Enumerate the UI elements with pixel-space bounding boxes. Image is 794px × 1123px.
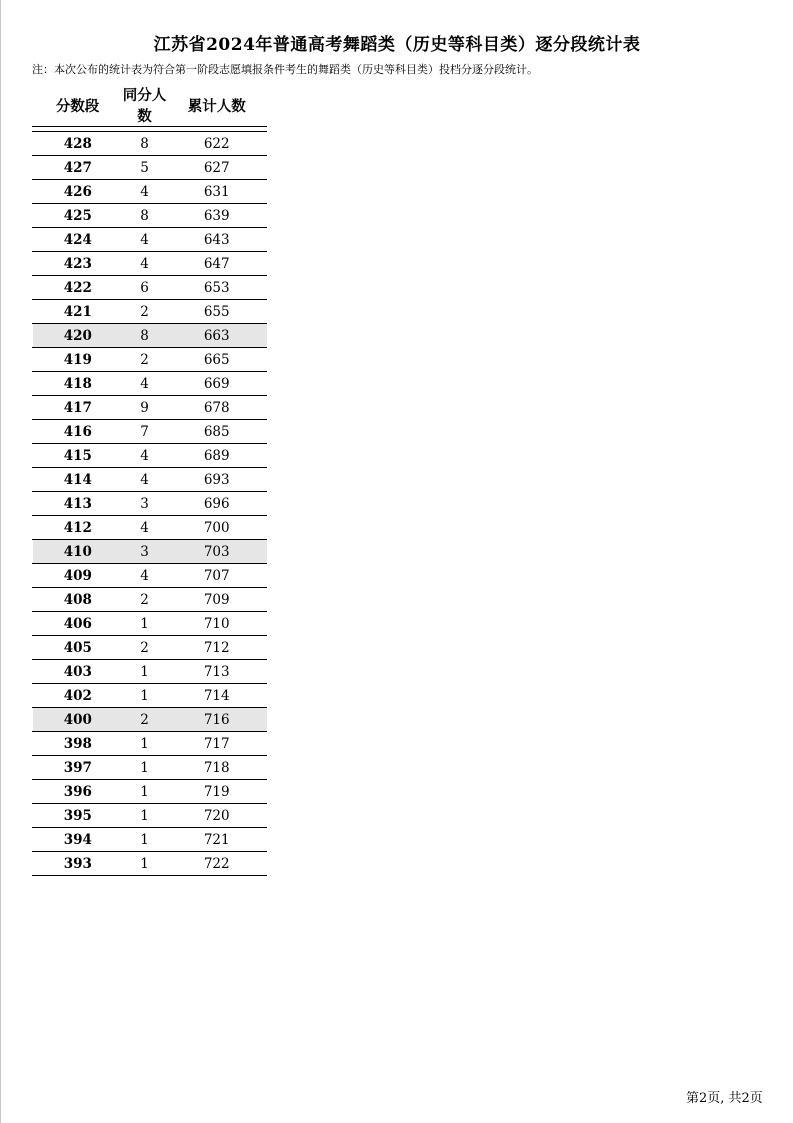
table-row bbox=[33, 756, 268, 780]
cumulative-count-cell: 721 bbox=[166, 828, 267, 852]
table-row bbox=[33, 468, 268, 492]
table-row bbox=[33, 540, 268, 564]
same-score-count-cell: 4 bbox=[123, 564, 167, 588]
same-score-count-cell: 8 bbox=[123, 132, 167, 156]
cumulative-count-cell: 709 bbox=[166, 588, 267, 612]
table-row bbox=[33, 180, 268, 204]
table-body bbox=[33, 127, 268, 876]
same-score-count-cell: 1 bbox=[123, 780, 167, 804]
score-cell: 402 bbox=[33, 684, 123, 708]
table-row bbox=[33, 828, 268, 852]
score-cell: 425 bbox=[33, 204, 123, 228]
score-cell: 398 bbox=[33, 732, 123, 756]
cumulative-count-cell: 627 bbox=[166, 156, 267, 180]
cumulative-count-cell: 693 bbox=[166, 468, 267, 492]
table-row bbox=[33, 444, 268, 468]
page-title: 江苏省2024年普通高考舞蹈类（历史等科目类）逐分段统计表 bbox=[153, 35, 641, 55]
score-cell: 420 bbox=[33, 324, 123, 348]
same-score-count-cell: 9 bbox=[123, 396, 167, 420]
score-cell: 403 bbox=[33, 660, 123, 684]
table-row bbox=[33, 156, 268, 180]
cumulative-count-cell: 669 bbox=[166, 372, 267, 396]
score-cell: 393 bbox=[33, 852, 123, 876]
cumulative-count-cell: 631 bbox=[166, 180, 267, 204]
same-score-count-cell: 1 bbox=[123, 828, 167, 852]
cumulative-count-cell: 703 bbox=[166, 540, 267, 564]
table-row bbox=[33, 420, 268, 444]
score-cell: 427 bbox=[33, 156, 123, 180]
same-score-count-cell: 4 bbox=[123, 228, 167, 252]
same-score-count-cell: 1 bbox=[123, 756, 167, 780]
cumulative-count-cell: 653 bbox=[166, 276, 267, 300]
score-cell: 413 bbox=[33, 492, 123, 516]
table-row bbox=[33, 516, 268, 540]
table-note: 注：本次公布的统计表为符合第一阶段志愿填报条件考生的舞蹈类（历史等科目类）投档分逐分段统计。 bbox=[32, 63, 538, 76]
same-score-count-cell: 5 bbox=[123, 156, 167, 180]
table-header-row bbox=[33, 84, 268, 127]
cumulative-count-cell: 718 bbox=[166, 756, 267, 780]
cumulative-count-cell: 722 bbox=[166, 852, 267, 876]
cumulative-count-cell: 665 bbox=[166, 348, 267, 372]
same-score-count-cell: 2 bbox=[123, 636, 167, 660]
same-score-count-cell: 4 bbox=[123, 252, 167, 276]
same-score-count-cell: 4 bbox=[123, 468, 167, 492]
page-number: 第2页, 共2页 bbox=[686, 1091, 763, 1106]
header-same-score-count: 同分人数 bbox=[123, 84, 167, 127]
table-row bbox=[33, 780, 268, 804]
table-row bbox=[33, 228, 268, 252]
cumulative-count-cell: 678 bbox=[166, 396, 267, 420]
same-score-count-cell: 8 bbox=[123, 324, 167, 348]
cumulative-count-cell: 685 bbox=[166, 420, 267, 444]
cumulative-count-cell: 647 bbox=[166, 252, 267, 276]
table-row bbox=[33, 252, 268, 276]
cumulative-count-cell: 622 bbox=[166, 132, 267, 156]
cumulative-count-cell: 696 bbox=[166, 492, 267, 516]
same-score-count-cell: 1 bbox=[123, 612, 167, 636]
cumulative-count-cell: 700 bbox=[166, 516, 267, 540]
score-cell: 396 bbox=[33, 780, 123, 804]
table-row bbox=[33, 684, 268, 708]
same-score-count-cell: 1 bbox=[123, 660, 167, 684]
table-row bbox=[33, 300, 268, 324]
same-score-count-cell: 3 bbox=[123, 492, 167, 516]
table-row bbox=[33, 804, 268, 828]
score-cell: 405 bbox=[33, 636, 123, 660]
cumulative-count-cell: 639 bbox=[166, 204, 267, 228]
score-cell: 419 bbox=[33, 348, 123, 372]
table-row bbox=[33, 708, 268, 732]
cumulative-count-cell: 719 bbox=[166, 780, 267, 804]
score-cell: 421 bbox=[33, 300, 123, 324]
same-score-count-cell: 2 bbox=[123, 300, 167, 324]
score-cell: 397 bbox=[33, 756, 123, 780]
table-row bbox=[33, 276, 268, 300]
table-row bbox=[33, 852, 268, 876]
cumulative-count-cell: 663 bbox=[166, 324, 267, 348]
score-cell: 423 bbox=[33, 252, 123, 276]
table-row bbox=[33, 396, 268, 420]
cumulative-count-cell: 707 bbox=[166, 564, 267, 588]
score-cell: 417 bbox=[33, 396, 123, 420]
same-score-count-cell: 2 bbox=[123, 348, 167, 372]
score-cell: 416 bbox=[33, 420, 123, 444]
score-cell: 394 bbox=[33, 828, 123, 852]
same-score-count-cell: 1 bbox=[123, 804, 167, 828]
same-score-count-cell: 4 bbox=[123, 372, 167, 396]
table-row bbox=[33, 660, 268, 684]
same-score-count-cell: 4 bbox=[123, 516, 167, 540]
score-cell: 415 bbox=[33, 444, 123, 468]
same-score-count-cell: 2 bbox=[123, 708, 167, 732]
cumulative-count-cell: 710 bbox=[166, 612, 267, 636]
score-cell: 426 bbox=[33, 180, 123, 204]
same-score-count-cell: 1 bbox=[123, 684, 167, 708]
table-row bbox=[33, 732, 268, 756]
cumulative-count-cell: 716 bbox=[166, 708, 267, 732]
score-cell: 424 bbox=[33, 228, 123, 252]
same-score-count-cell: 1 bbox=[123, 732, 167, 756]
table-row bbox=[33, 588, 268, 612]
cumulative-count-cell: 720 bbox=[166, 804, 267, 828]
cumulative-count-cell: 717 bbox=[166, 732, 267, 756]
table-row bbox=[33, 324, 268, 348]
table-row bbox=[33, 348, 268, 372]
header-cumulative-count: 累计人数 bbox=[166, 84, 267, 127]
same-score-count-cell: 3 bbox=[123, 540, 167, 564]
table-row bbox=[33, 612, 268, 636]
cumulative-count-cell: 689 bbox=[166, 444, 267, 468]
same-score-count-cell: 8 bbox=[123, 204, 167, 228]
same-score-count-cell: 4 bbox=[123, 444, 167, 468]
same-score-count-cell: 1 bbox=[123, 852, 167, 876]
table-row bbox=[33, 204, 268, 228]
cumulative-count-cell: 714 bbox=[166, 684, 267, 708]
table-row bbox=[33, 372, 268, 396]
same-score-count-cell: 7 bbox=[123, 420, 167, 444]
score-cell: 406 bbox=[33, 612, 123, 636]
table-row bbox=[33, 564, 268, 588]
cumulative-count-cell: 655 bbox=[166, 300, 267, 324]
cumulative-count-cell: 643 bbox=[166, 228, 267, 252]
score-distribution-table bbox=[32, 84, 267, 876]
score-cell: 414 bbox=[33, 468, 123, 492]
table-row bbox=[33, 492, 268, 516]
score-cell: 410 bbox=[33, 540, 123, 564]
same-score-count-cell: 6 bbox=[123, 276, 167, 300]
score-cell: 418 bbox=[33, 372, 123, 396]
cumulative-count-cell: 713 bbox=[166, 660, 267, 684]
score-cell: 395 bbox=[33, 804, 123, 828]
table-row bbox=[33, 132, 268, 156]
same-score-count-cell: 2 bbox=[123, 588, 167, 612]
score-cell: 400 bbox=[33, 708, 123, 732]
score-cell: 422 bbox=[33, 276, 123, 300]
same-score-count-cell: 4 bbox=[123, 180, 167, 204]
score-cell: 409 bbox=[33, 564, 123, 588]
header-score-segment: 分数段 bbox=[33, 84, 123, 127]
page-border-left bbox=[0, 0, 1, 1123]
table-row bbox=[33, 636, 268, 660]
score-cell: 408 bbox=[33, 588, 123, 612]
score-cell: 428 bbox=[33, 132, 123, 156]
cumulative-count-cell: 712 bbox=[166, 636, 267, 660]
score-cell: 412 bbox=[33, 516, 123, 540]
